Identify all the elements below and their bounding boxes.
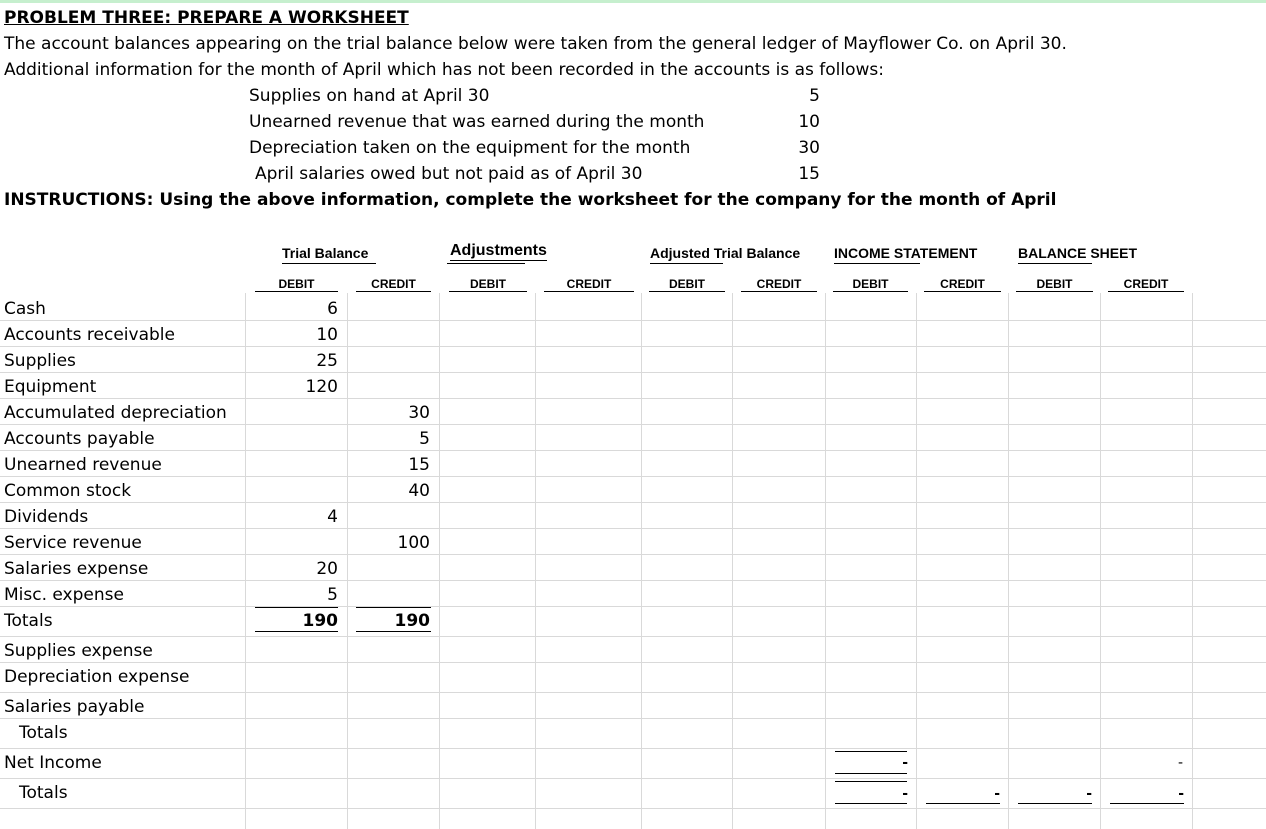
col-header-is-credit: CREDIT — [924, 277, 1001, 292]
account-name: Depreciation expense — [4, 667, 190, 687]
account-name: Supplies expense — [4, 641, 153, 661]
info-label: Supplies on hand at April 30 — [249, 86, 490, 106]
group-header-balance-sheet: BALANCE SHEET — [1018, 245, 1138, 261]
is-debit-net-income-dash: - — [902, 755, 908, 771]
account-name: Accumulated depreciation — [4, 403, 227, 423]
header-underline — [447, 263, 525, 264]
col-header-tb-debit: DEBIT — [255, 277, 338, 292]
problem-title: PROBLEM THREE: PREPARE A WORKSHEET — [4, 8, 409, 28]
final-total-rule — [835, 781, 907, 782]
totals-label-2: Totals — [19, 723, 68, 743]
totals-bottom-rule — [255, 631, 338, 632]
totals-top-rule — [356, 607, 431, 608]
header-underline — [282, 263, 376, 264]
tb-credit-total: 190 — [394, 611, 430, 631]
account-name: Supplies — [4, 351, 76, 371]
account-name: Salaries payable — [4, 697, 145, 717]
group-header-trial-balance: Trial Balance — [282, 245, 369, 261]
tb-debit-value: 20 — [316, 559, 338, 579]
account-name: Service revenue — [4, 533, 142, 553]
totals-bottom-rule — [356, 631, 431, 632]
final-total-rule — [926, 803, 1000, 804]
info-value: 5 — [809, 86, 820, 106]
account-name: Unearned revenue — [4, 455, 162, 475]
account-name: Dividends — [4, 507, 89, 527]
col-header-tb-credit: CREDIT — [356, 277, 431, 292]
info-label: Depreciation taken on the equipment for the month — [249, 138, 691, 158]
tb-debit-value: 4 — [327, 507, 338, 527]
problem-description-1: The account balances appearing on the trial balance below were taken from the general ledger of Mayflower Co. on April 30. — [4, 34, 1067, 54]
is-debit-total-dash: - — [902, 786, 908, 802]
col-header-is-debit: DEBIT — [833, 277, 908, 292]
bs-credit-total-dash: - — [1178, 786, 1184, 802]
tb-debit-value: 10 — [316, 325, 338, 345]
net-income-label: Net Income — [4, 753, 102, 773]
tb-debit-value: 5 — [327, 585, 338, 605]
col-header-bs-debit: DEBIT — [1016, 277, 1093, 292]
info-value: 15 — [798, 164, 820, 184]
tb-credit-value: 5 — [419, 429, 430, 449]
bs-credit-net-income-dash: - — [1177, 755, 1183, 771]
totals-top-rule — [255, 607, 338, 608]
account-name: Misc. expense — [4, 585, 124, 605]
final-total-rule — [1110, 803, 1184, 804]
tb-debit-total: 190 — [302, 611, 338, 631]
col-header-adj-credit: CREDIT — [544, 277, 634, 292]
totals-label: Totals — [4, 611, 53, 631]
tb-credit-value: 30 — [408, 403, 430, 423]
final-total-rule — [835, 803, 907, 804]
account-name: Salaries expense — [4, 559, 149, 579]
totals-label-3: Totals — [19, 783, 68, 803]
tb-debit-value: 120 — [305, 377, 338, 397]
tb-debit-value: 6 — [327, 299, 338, 319]
group-header-income-statement: INCOME STATEMENT — [834, 245, 978, 261]
net-income-rule — [835, 751, 907, 752]
header-underline — [834, 263, 920, 264]
group-header-adjusted-trial-balance: Adjusted Trial Balance — [650, 245, 801, 261]
account-name: Common stock — [4, 481, 132, 501]
account-name: Accounts payable — [4, 429, 155, 449]
col-header-atb-debit: DEBIT — [649, 277, 725, 292]
info-value: 10 — [798, 112, 820, 132]
tb-debit-value: 25 — [316, 351, 338, 371]
top-border — [0, 0, 1266, 3]
is-credit-total-dash: - — [994, 786, 1000, 802]
header-underline — [650, 263, 723, 264]
bs-debit-total-dash: - — [1086, 786, 1092, 802]
info-label: Unearned revenue that was earned during the month — [249, 112, 705, 132]
info-label: April salaries owed but not paid as of April 30 — [255, 164, 643, 184]
account-name: Cash — [4, 299, 46, 319]
col-header-adj-debit: DEBIT — [449, 277, 527, 292]
final-total-rule — [1018, 803, 1092, 804]
account-name: Equipment — [4, 377, 97, 397]
tb-credit-value: 15 — [408, 455, 430, 475]
info-value: 30 — [798, 138, 820, 158]
instructions: INSTRUCTIONS: Using the above information, complete the worksheet for the company for the month of April — [4, 190, 1057, 210]
account-name: Accounts receivable — [4, 325, 175, 345]
col-header-bs-credit: CREDIT — [1108, 277, 1184, 292]
group-header-adjustments: Adjustments — [450, 242, 547, 259]
header-underline — [1018, 263, 1092, 264]
net-income-rule — [835, 773, 907, 774]
col-header-atb-credit: CREDIT — [741, 277, 817, 292]
tb-credit-value: 40 — [408, 481, 430, 501]
problem-description-2: Additional information for the month of April which has not been recorded in the accounts is as follows: — [4, 60, 885, 80]
tb-credit-value: 100 — [397, 533, 430, 553]
